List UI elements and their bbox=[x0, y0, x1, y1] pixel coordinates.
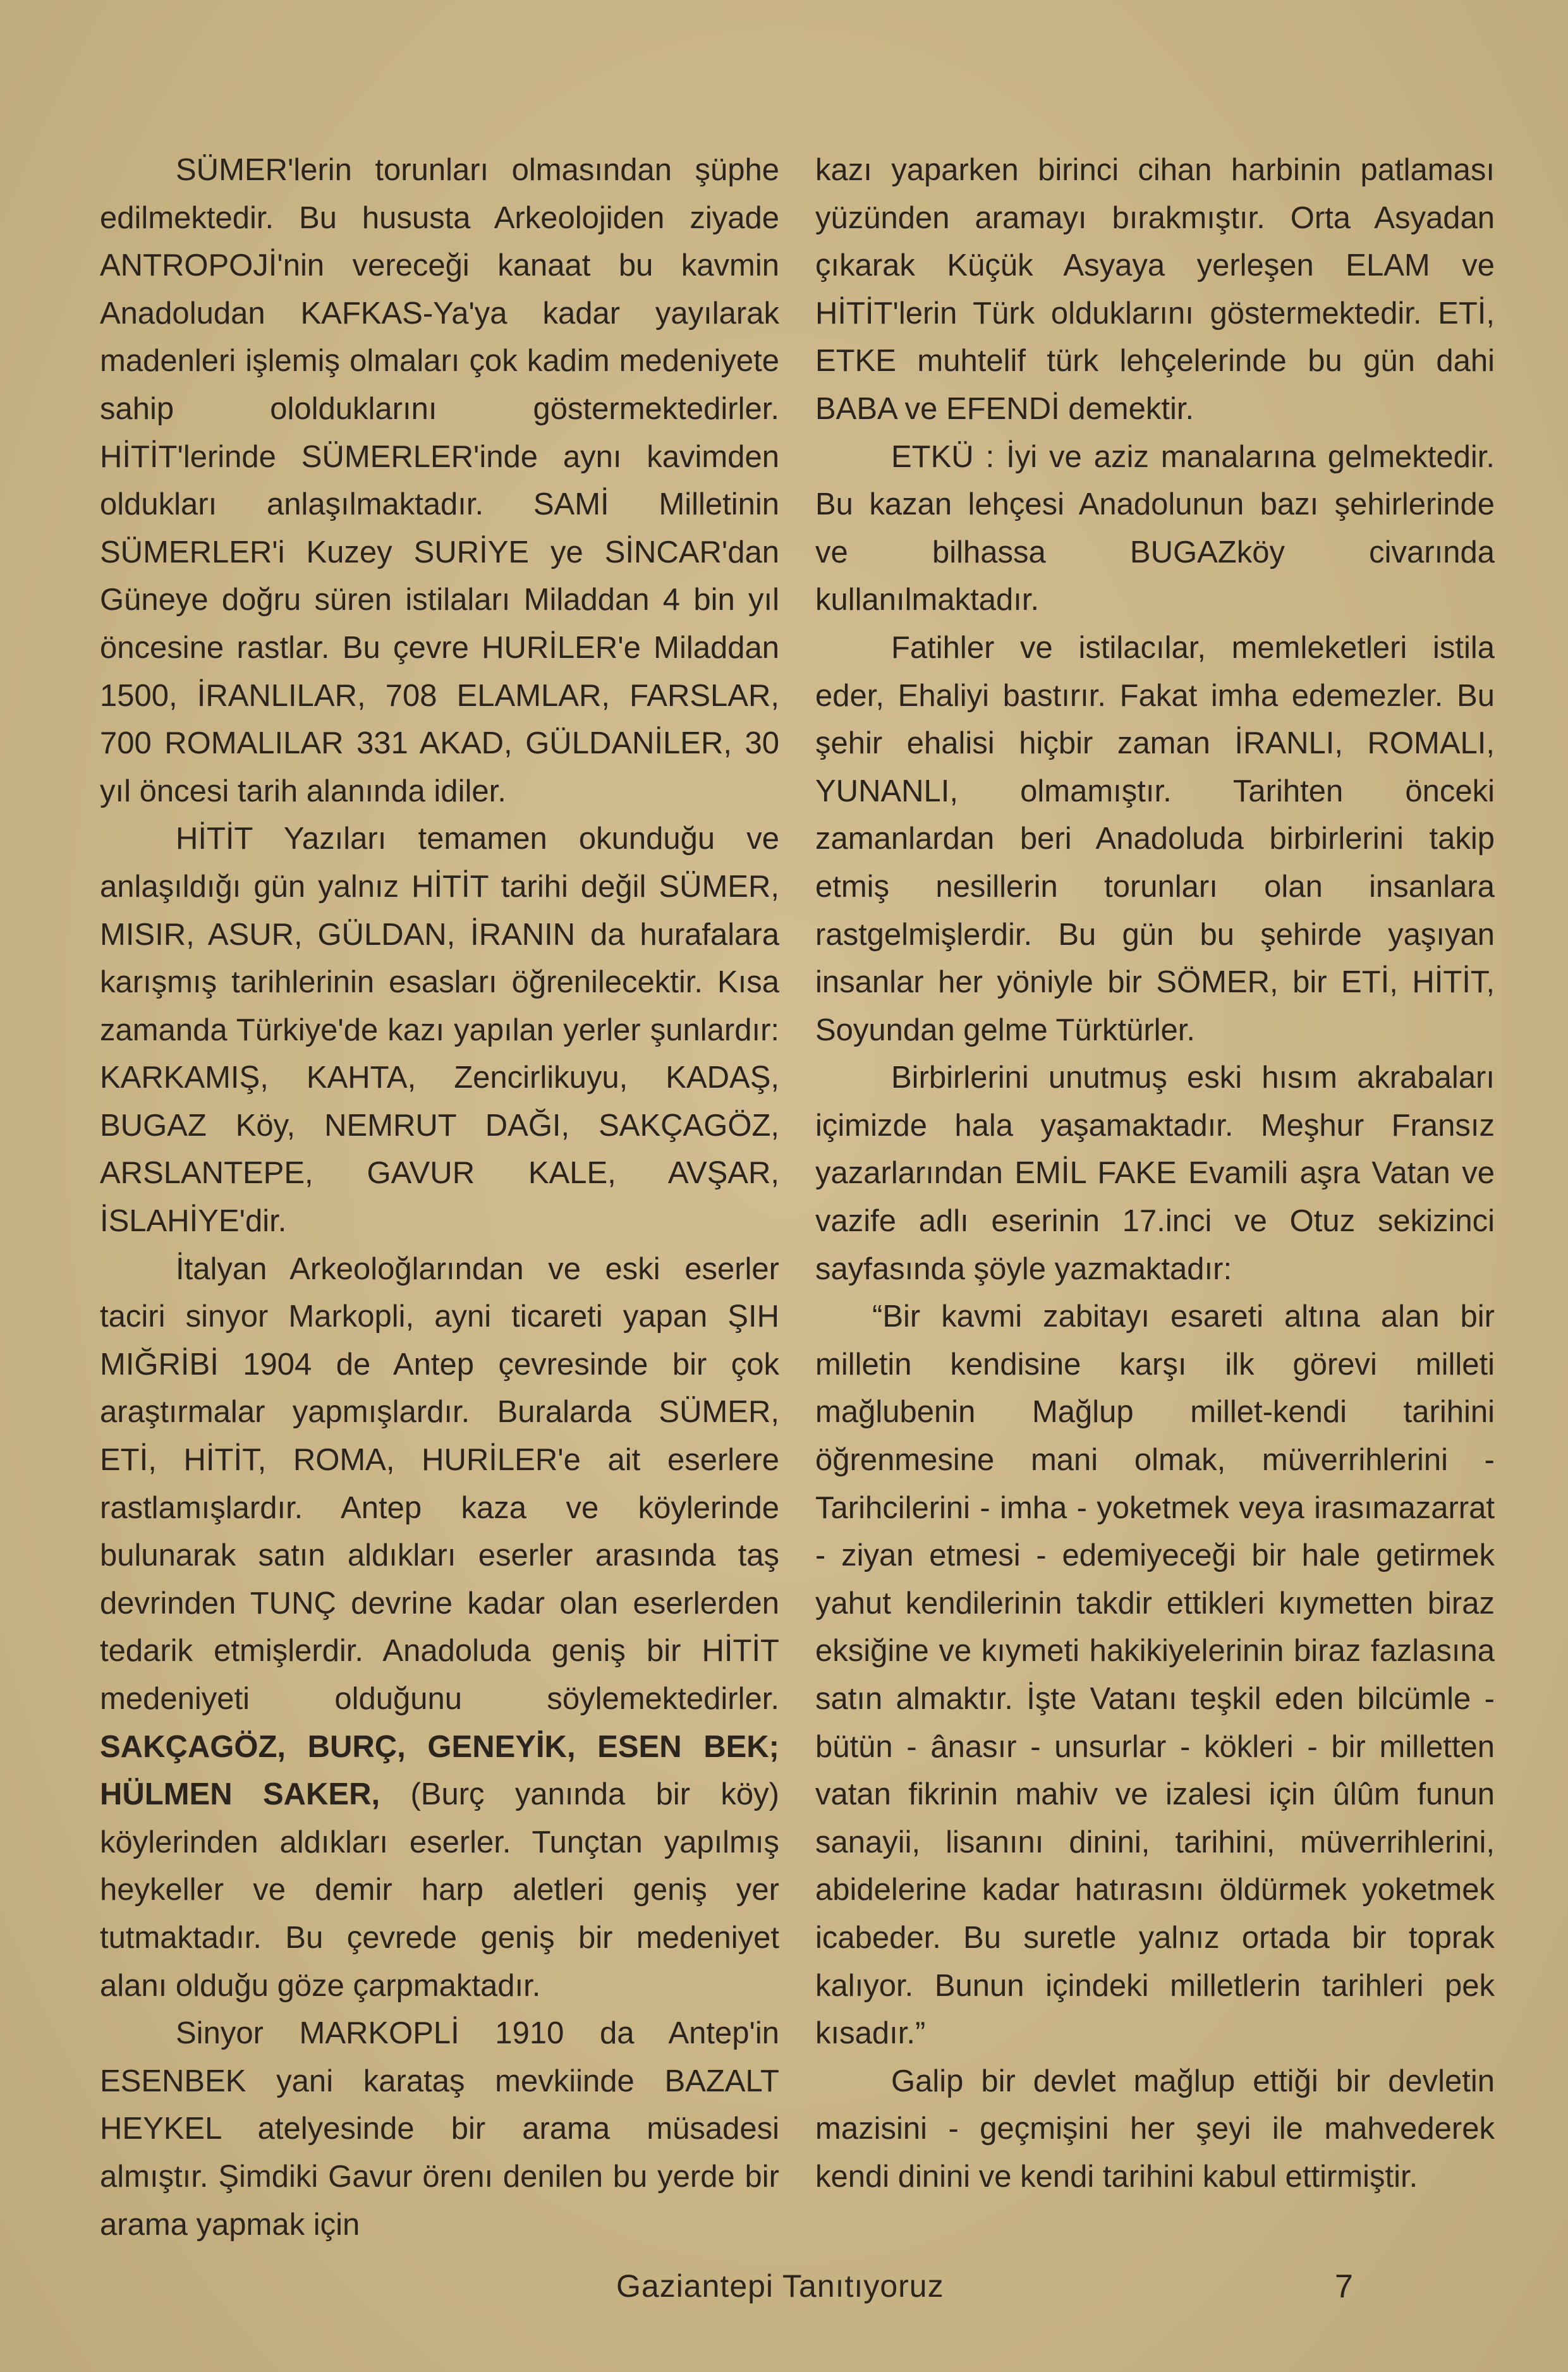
page-number: 7 bbox=[1335, 2268, 1353, 2305]
paragraph-text: (Burç yanında bir köy) köylerinden aldıkları eserler. Tunçtan yapılmış heykeller ve demir harp aletleri geniş yer tutmaktadır. Bu çevrede geniş bir medeniyet alanı olduğu göze çarpmaktadır. bbox=[100, 1777, 779, 2003]
paragraph: Galip bir devlet mağlup ettiği bir devletin mazisini - geçmişini her şeyi ile mahvederek kendi dinini ve kendi tarihini kabul ettirmiştir. bbox=[815, 2064, 1495, 2194]
paragraph: SÜMER'lerin torunları olmasından şüphe edilmektedir. Bu hususta Arkeolojiden ziyade ANTROPOJİ'nin vereceği kanaat bu kavmin Anadoludan KAFKAS-Ya'ya kadar yayılarak madenleri işlemiş olmaları çok kadim medeniyete sahip ololduklarını göstermektedirler. HİTİT'lerinde SÜMERLER'inde aynı kavimden oldukları anlaşılmaktadır. SAMİ Milletinin SÜMERLER'i Kuzey SURİYE ye SİNCAR'dan Güneye doğru süren istilaları Miladdan 4 bin yıl öncesine rastlar. Bu çevre HURİLER'e Miladdan 1500, İRANLILAR, 708 ELAMLAR, FARSLAR, 700 ROMALILAR 331 AKAD, GÜLDANİLER, 30 yıl öncesi tarih alanında idiler. bbox=[100, 153, 779, 808]
left-text-column bbox=[100, 147, 779, 2249]
paragraph: kazı yaparken birinci cihan harbinin patlaması yüzünden aramayı bırakmıştır. Orta Asyadan çıkarak Küçük Asyaya yerleşen ELAM ve HİTİT'lerin Türk olduklarını göstermektedir. ETİ, ETKE muhtelif türk lehçelerinde bu gün dahi BABA ve EFENDİ demektir. bbox=[815, 153, 1495, 426]
paragraph: Sinyor MARKOPLİ 1910 da Antep'in ESENBEK yani karataş mevkiinde BAZALT HEYKEL atelyesinde bir arama müsadesi almıştır. Şimdiki Gavur örenı denilen bu yerde bir arama yapmak için bbox=[100, 2016, 779, 2242]
paragraph: HİTİT Yazıları temamen okunduğu ve anlaşıldığı gün yalnız HİTİT tarihi değil SÜMER, MISIR, ASUR, GÜLDAN, İRANIN da hurafalara karışmış tarihlerinin esasları öğrenilecektir. Kısa zamanda Türkiye'de kazı yapılan yerler şunlardır: KARKAMIŞ, KAHTA, Zencirlikuyu, KADAŞ, BUGAZ Köy, NEMRUT DAĞI, SAKÇAGÖZ, ARSLANTEPE, GAVUR KALE, AVŞAR, İSLAHİYE'dir. bbox=[100, 822, 779, 1239]
paragraph: Birbirlerini unutmuş eski hısım akrabaları içimizde hala yaşamaktadır. Meşhur Fransız yazarlarından EMİL FAKE Evamili aşra Vatan ve vazife adlı eserinin 17.inci ve Otuz sekizinci sayfasında şöyle yazmaktadır: bbox=[815, 1061, 1495, 1286]
quotation-paragraph: “Bir kavmi zabitayı esareti altına alan bir milletin kendisine karşı ilk görevi milleti mağlubenin Mağlup millet-kendi tarihini öğrenmesine mani olmak, müverrihlerini - Tarihcilerini - imha - yoketmek veya irasımazarrat - ziyan etmesi - edemiyeceği bir hale getirmek yahut kendilerinin takdir ettikleri kıymetten biraz eksiğine ve kıymeti hakikiyelerinin biraz fazlasına satın almaktır. İşte Vatanı teşkil eden bilcümle - bütün - ânasır - unsurlar - kökleri - bir milletten vatan fikrinin mahiv ve izalesi için ûlûm funun sanayii, lisanını dinini, tarihini, müverrihlerini, abidelerine kadar hatırasını öldürmek yoketmek icabeder. Bu suretle yalnız ortada bir toprak kalıyor. Bunun içindeki milletlerin tarihleri pek kısadır.” bbox=[815, 1299, 1495, 2051]
paragraph: ETKÜ : İyi ve aziz manalarına gelmektedir. Bu kazan lehçesi Anadolunun bazı şehirlerinde ve bilhassa BUGAZköy civarında kullanılmaktadır. bbox=[815, 439, 1495, 617]
paragraph-text: İtalyan Arkeoloğlarından ve eski eserler taciri sinyor Markopli, ayni ticareti yapan ŞIH MIĞRİBİ 1904 de Antep çevresinde bir çok araştırmalar yapmışlardır. Buralarda SÜMER, ETİ, HİTİT, ROMA, HURİLER'e ait eserlere rastlamışlardır. Antep kaza ve köylerinde bulunarak satın aldıkları eserler arasında taş devrinden TUNÇ devrine kadar olan eserlerden tedarik etmişlerdir. Anadoluda geniş bir HİTİT medeniyeti olduğunu söylemektedirler. bbox=[100, 1251, 779, 1716]
footer-title: Gaziantepi Tanıtıyoruz bbox=[616, 2268, 944, 2304]
paragraph bbox=[100, 1246, 779, 2010]
paragraph: Fatihler ve istilacılar, memleketleri istila eder, Ehaliyi bastırır. Fakat imha edemezler. Bu şehir ehalisi hiçbir zaman İRANLI, ROMALI, YUNANLI, olmamıştır. Tarihten önceki zamanlardan beri Anadoluda birbirlerini takip etmiş nesillerin torunları olan insanlara rastgelmişlerdir. Bu gün bu şehirde yaşıyan insanlar her yöniyle bir SÖMER, bir ETİ, HİTİT, Soyundan gelme Türktürler. bbox=[815, 630, 1495, 1047]
bold-village-names: SAKÇAGÖZ, BURÇ, GENEYİK, ESEN BEK; HÜLMEN SAKER, bbox=[100, 1729, 779, 1812]
right-text-column bbox=[815, 147, 1495, 2201]
